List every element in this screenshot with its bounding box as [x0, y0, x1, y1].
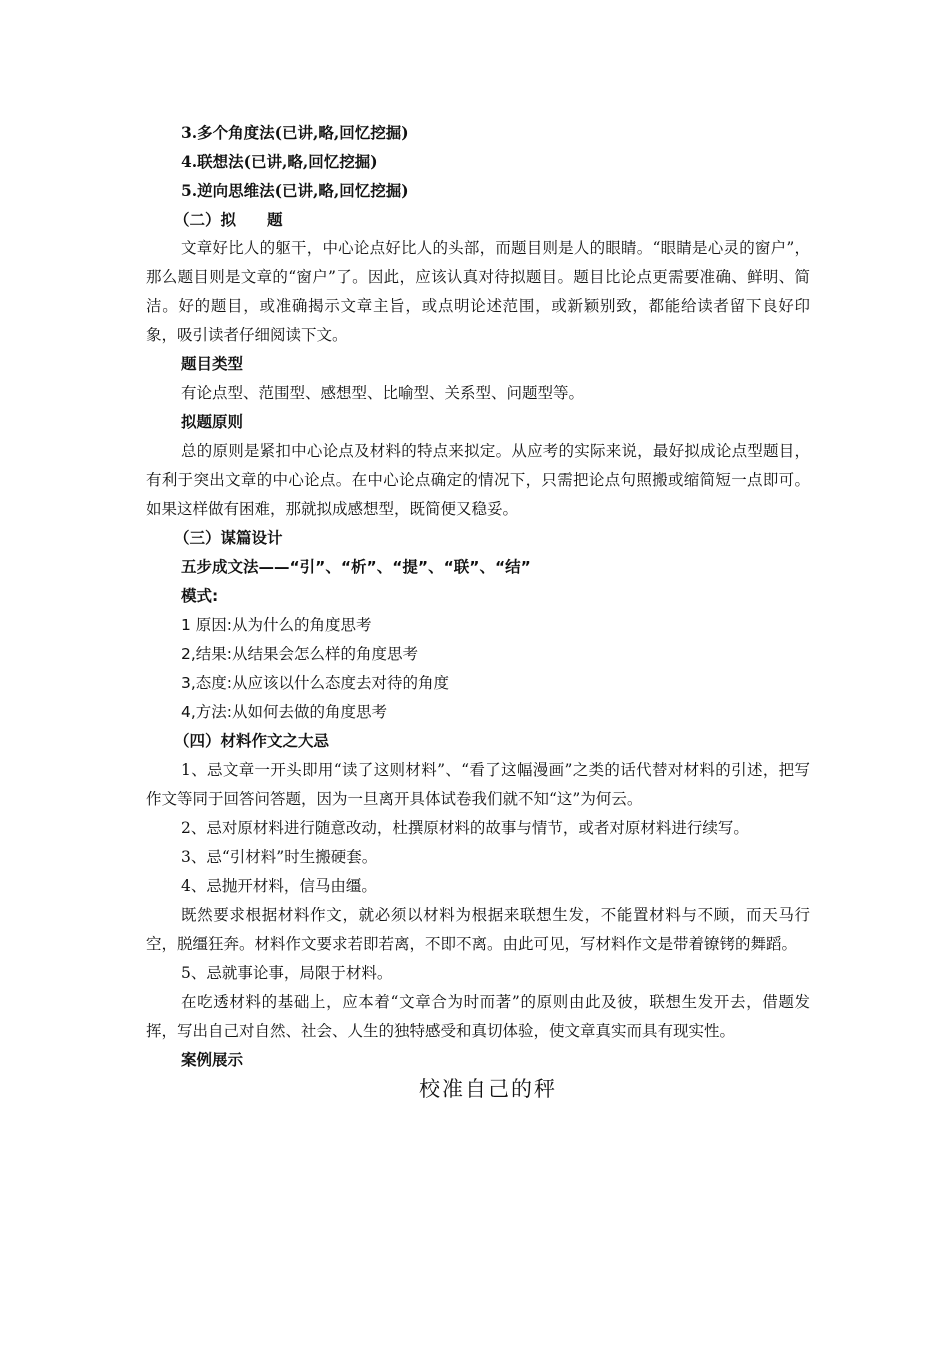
paragraph-title-importance: 文章好比人的躯干，中心论点好比人的头部，而题目则是人的眼睛。“眼睛是心灵的窗户”，那么题目则是文章的“窗户”了。因此，应该认真对待拟题目。题目比论点更需要准确、鲜明、简洁。好的题目，或准确揭示文章主旨，或点明论述范围，或新颖别致，都能给读者留下良好印象，吸引读者仔细阅读下文。 — [146, 239, 810, 344]
mode-item-1: 1 原因:从为什么的角度思考 — [181, 616, 372, 634]
taboo-4: 4、忌抛开材料，信马由缰。 — [181, 877, 377, 895]
method-5: 5.逆向思维法(已讲,略,回忆挖掘) — [181, 181, 409, 200]
taboo-3: 3、忌“引材料”时生搬硬套。 — [181, 848, 378, 866]
mode-heading: 模式: — [181, 587, 219, 605]
section-heading-4: （四）材料作文之大忌 — [174, 732, 330, 750]
taboo-4-explanation: 既然要求根据材料作文，就必须以材料为根据来联想生发，不能置材料与不顾，而天马行空，脱缰狂奔。材料作文要求若即若离，不即不离。由此可见，写材料作文是带着镣铐的舞蹈。 — [146, 906, 810, 953]
case-heading: 案例展示 — [181, 1051, 244, 1069]
section-heading-2: （二）拟 题 — [174, 210, 283, 229]
paragraph-title-types: 有论点型、范围型、感想型、比喻型、关系型、问题型等。 — [181, 384, 585, 402]
taboo-5-explanation: 在吃透材料的基础上，应本着“文章合为时而著”的原则由此及彼，联想生发开去，借题发挥，写出自己对自然、社会、人生的独特感受和真切体验，使文章真实而具有现实性。 — [146, 993, 810, 1040]
document-body — [146, 118, 810, 1104]
mode-item-3: 3,态度:从应该以什么态度去对待的角度 — [181, 674, 450, 692]
five-step-method: 五步成文法——“引”、“析”、“提”、“联”、“结” — [181, 558, 531, 576]
method-3: 3.多个角度法(已讲,略,回忆挖掘) — [181, 123, 409, 142]
mode-item-2: 2,结果:从结果会怎么样的角度思考 — [181, 645, 419, 663]
essay-title: 校准自己的秤 — [419, 1077, 557, 1101]
taboo-5: 5、忌就事论事，局限于材料。 — [181, 964, 393, 982]
taboo-1: 1、忌文章一开头即用“读了这则材料”、“看了这幅漫画”之类的话代替对材料的引述，把写作文等同于回答问答题，因为一旦离开具体试卷我们就不知“这”为何云。 — [146, 761, 810, 808]
taboo-2: 2、忌对原材料进行随意改动，杜撰原材料的故事与情节，或者对原材料进行续写。 — [181, 819, 749, 837]
mode-item-4: 4,方法:从如何去做的角度思考 — [181, 703, 388, 721]
heading-title-types: 题目类型 — [181, 355, 244, 373]
method-4: 4.联想法(已讲,略,回忆挖掘) — [181, 152, 378, 171]
section-heading-3: （三）谋篇设计 — [174, 529, 283, 547]
heading-title-principle: 拟题原则 — [181, 413, 244, 431]
paragraph-title-principle: 总的原则是紧扣中心论点及材料的特点来拟定。从应考的实际来说，最好拟成论点型题目，有利于突出文章的中心论点。在中心论点确定的情况下，只需把论点句照搬或缩简短一点即可。如果这样做有困难，那就拟成感想型，既简便又稳妥。 — [146, 442, 810, 518]
